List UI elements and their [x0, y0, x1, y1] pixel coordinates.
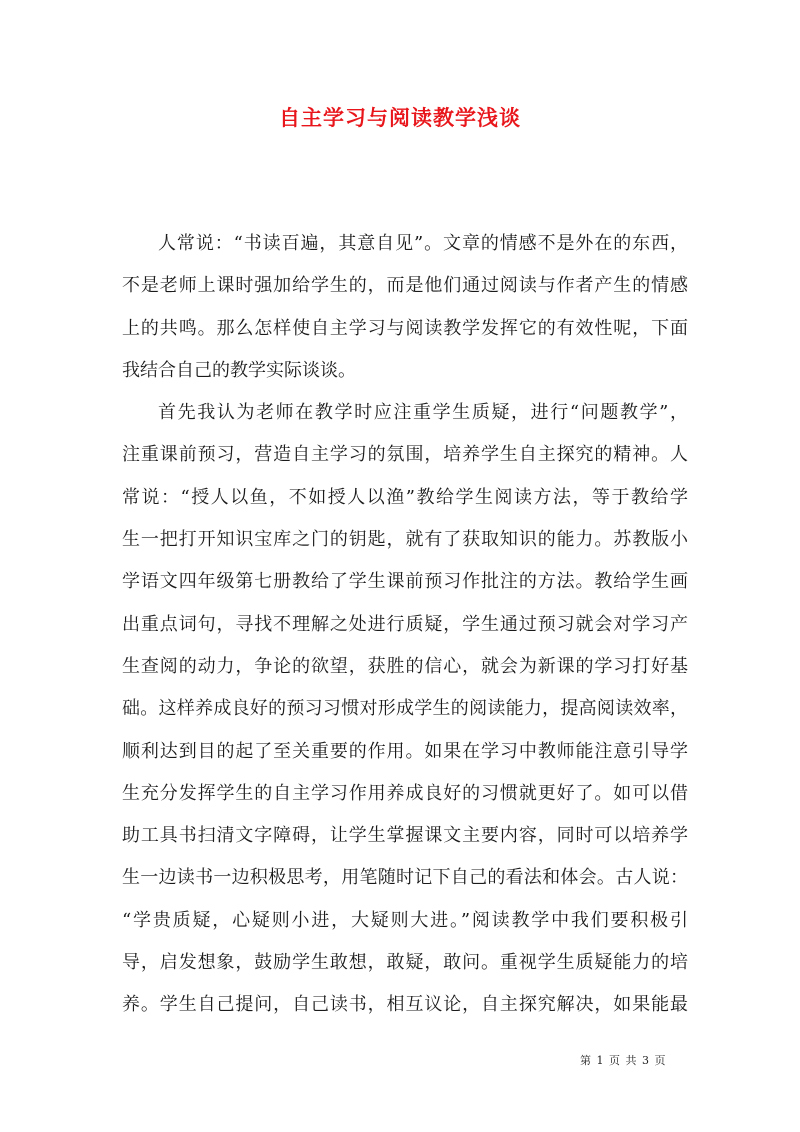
- paragraph-2-line-4: 生一把打开知识宝库之门的钥匙，就有了获取知识的能力。苏教版小: [122, 529, 688, 551]
- paragraph-2-line-1: 首先我认为老师在教学时应注重学生质疑，进行“问题教学”，: [158, 402, 688, 424]
- paragraph-2-line-6: 出重点词句，寻找不理解之处进行质疑，学生通过预习就会对学习产: [122, 613, 688, 635]
- paragraph-2-line-11: 助工具书扫清文字障碍，让学生掌握课文主要内容，同时可以培养学: [122, 825, 688, 847]
- paragraph-2-line-5: 学语文四年级第七册教给了学生课前预习作批注的方法。教给学生画: [122, 571, 688, 593]
- paragraph-2-line-9: 顺利达到目的起了至关重要的作用。如果在学习中教师能注意引导学: [122, 740, 688, 762]
- page-number-footer: 第 1 页 共 3 页: [580, 1054, 667, 1067]
- paragraph-2-line-13: “学贵质疑，心疑则小进，大疑则大进。”阅读教学中我们要积极引: [122, 909, 688, 931]
- paragraph-2-line-7: 生查阅的动力，争论的欲望，获胜的信心，就会为新课的学习打好基: [122, 655, 688, 677]
- paragraph-2-line-15: 养。学生自己提问，自己读书，相互议论，自主探究解决，如果能最: [122, 994, 688, 1016]
- paragraph-1-line-4: 我结合自己的教学实际谈谈。: [122, 359, 356, 381]
- paragraph-2-line-14: 导，启发想象，鼓励学生敢想，敢疑，敢问。重视学生质疑能力的培: [122, 952, 688, 974]
- paragraph-2-line-3: 常说：“授人以鱼，不如授人以渔”教给学生阅读方法，等于教给学: [122, 486, 688, 508]
- paragraph-1-line-2: 不是老师上课时强加给学生的，而是他们通过阅读与作者产生的情感: [122, 275, 688, 297]
- paragraph-1-line-1: 人常说：“书读百遍，其意自见”。文章的情感不是外在的东西，: [158, 233, 688, 254]
- paragraph-2-line-8: 础。这样养成良好的预习习惯对形成学生的阅读能力，提高阅读效率，: [122, 698, 688, 720]
- paragraph-2-line-12: 生一边读书一边积极思考，用笔随时记下自己的看法和体会。古人说：: [122, 867, 688, 889]
- document-body: [122, 226, 688, 1030]
- document-title: 自主学习与阅读教学浅谈: [279, 105, 521, 130]
- paragraph-1-line-3: 上的共鸣。那么怎样使自主学习与阅读教学发挥它的有效性呢，下面: [122, 317, 688, 339]
- paragraph-2-line-10: 生充分发挥学生的自主学习作用养成良好的习惯就更好了。如可以借: [122, 782, 688, 804]
- paragraph-2-line-2: 注重课前预习，营造自主学习的氛围，培养学生自主探究的精神。人: [122, 444, 688, 466]
